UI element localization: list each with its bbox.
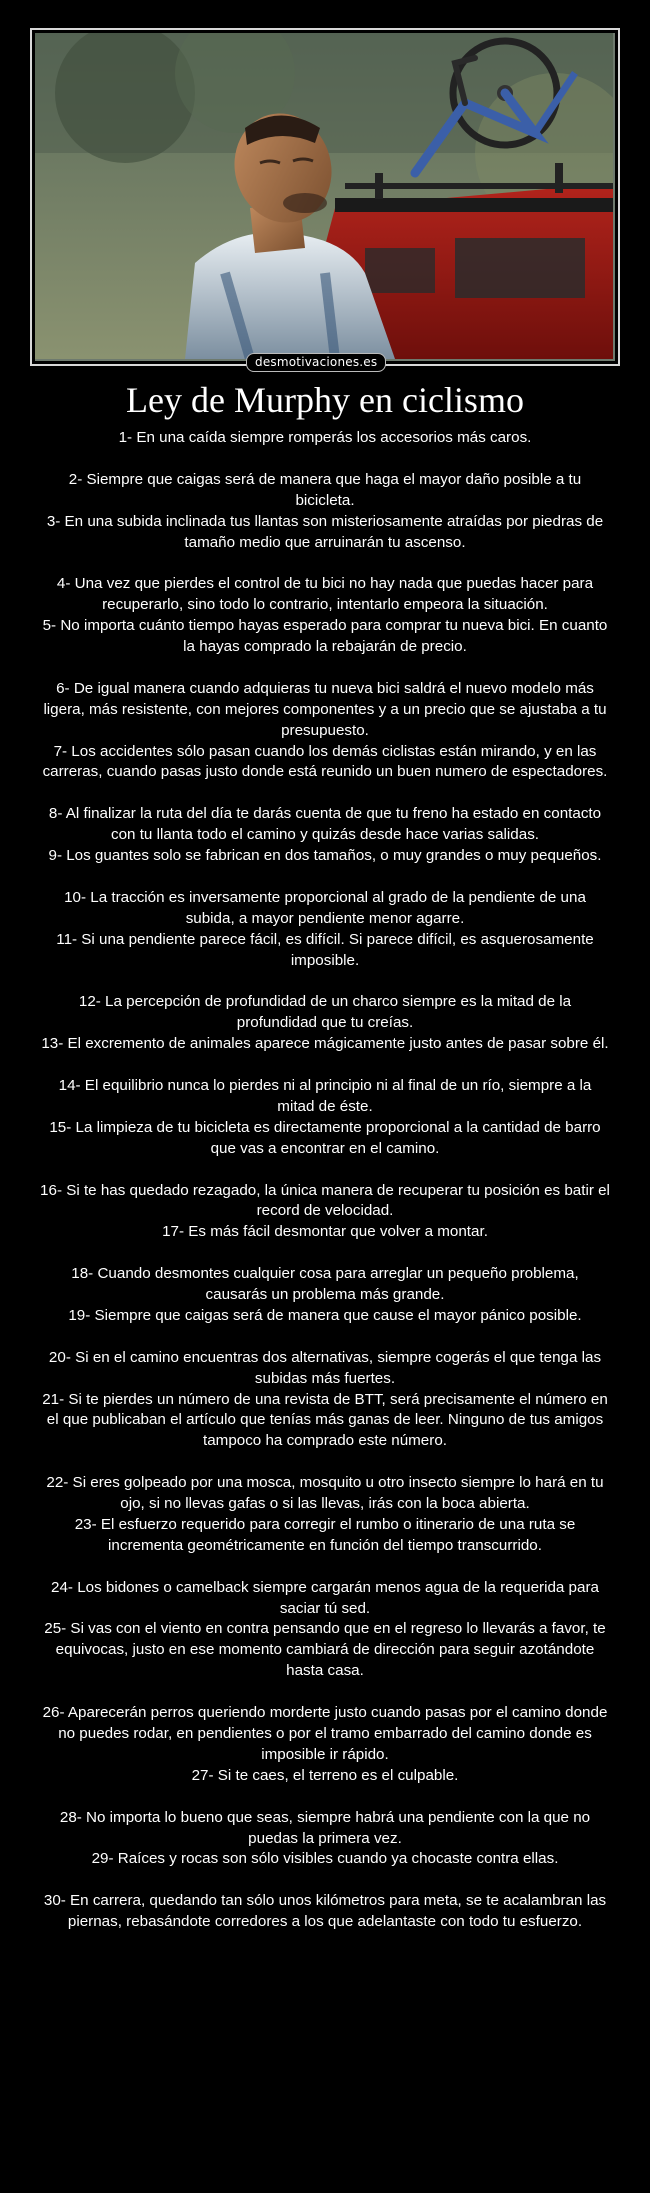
rule-item: 25- Si vas con el viento en contra pensando que en el regreso lo llevarás a favor, te equivocas, justo en ese momento cambiará de dirección para seguir azotándote hasta casa. <box>44 1620 606 1680</box>
photo-illustration <box>35 33 613 359</box>
rule-item: 24- Los bidones o camelback siempre cargarán menos agua de la requerida para saciar tú sed. <box>51 1578 599 1617</box>
rule-item: 19- Siempre que caigas será de manera que cause el mayor pánico posible. <box>68 1306 582 1324</box>
rule-item: 28- No importa lo bueno que seas, siempre habrá una pendiente con la que no puedas la primera vez. <box>59 1808 591 1847</box>
rule-item: 6- De igual manera cuando adquieras tu nueva bici saldrá el nuevo modelo más ligera, más resistente, con mejores componentes y a un precio que se ajustaba a tu presupuesto. <box>43 679 607 739</box>
rule-item: 14- El equilibrio nunca lo pierdes ni al principio ni al final de un río, siempre a la mitad de éste. <box>58 1076 592 1115</box>
rule-group <box>40 1348 610 1453</box>
rule-item: 5- No importa cuánto tiempo hayas esperado para comprar tu nueva bici. En cuanto la hayas comprado la rebajarán de precio. <box>42 617 608 656</box>
rule-group <box>40 1473 610 1557</box>
rule-item: 20- Si en el camino encuentras dos alternativas, siempre cogerás el que tenga las subidas más fuertes. <box>48 1348 602 1387</box>
rule-group <box>40 428 610 449</box>
rule-item: 16- Si te has quedado rezagado, la única manera de recuperar tu posición es batir el record de velocidad. <box>40 1181 610 1220</box>
photo-frame <box>30 28 620 366</box>
rule-item: 13- El excremento de animales aparece mágicamente justo antes de pasar sobre él. <box>41 1035 609 1053</box>
rule-group <box>40 1808 610 1871</box>
rule-item: 11- Si una pendiente parece fácil, es difícil. Si parece difícil, es asquerosamente imposible. <box>56 930 594 969</box>
rule-item: 18- Cuando desmontes cualquier cosa para arreglar un pequeño problema, causarás un problema más grande. <box>71 1265 579 1304</box>
rule-group <box>40 804 610 867</box>
rule-item: 9- Los guantes solo se fabrican en dos tamaños, o muy grandes o muy pequeños. <box>48 847 602 865</box>
rule-group <box>40 1076 610 1160</box>
rule-group <box>40 1578 610 1683</box>
rule-group <box>40 470 610 554</box>
rule-group <box>40 1891 610 1933</box>
rule-group <box>40 888 610 972</box>
poster-title: Ley de Murphy en ciclismo <box>126 380 524 420</box>
rule-item: 22- Si eres golpeado por una mosca, mosquito u otro insecto siempre lo hará en tu ojo, si no llevas gafas o si las llevas, irás con la boca abierta. <box>46 1474 604 1513</box>
rule-item: 12- La percepción de profundidad de un charco siempre es la mitad de la profundidad que tu creías. <box>78 993 572 1032</box>
cyclist-resting-against-car-photo <box>35 33 615 361</box>
rule-item: 27- Si te caes, el terreno es el culpable. <box>191 1766 459 1784</box>
rule-group <box>40 1703 610 1787</box>
rule-item: 17- Es más fácil desmontar que volver a montar. <box>162 1223 488 1241</box>
watermark-label[interactable]: desmotivaciones.es <box>246 353 386 372</box>
rule-item: 30- En carrera, quedando tan sólo unos kilómetros para meta, se te acalambran las piernas, rebasándote corredores a los que adelantaste con todo tu esfuerzo. <box>43 1892 607 1931</box>
rule-item: 3- En una subida inclinada tus llantas son misteriosamente atraídas por piedras de tamaño medio que arruinarán tu ascenso. <box>46 512 604 551</box>
rules-list <box>40 428 610 1933</box>
rule-group <box>40 992 610 1055</box>
rule-item: 15- La limpieza de tu bicicleta es directamente proporcional a la cantidad de barro que vas a encontrar en el camino. <box>49 1118 601 1157</box>
rule-group <box>40 1264 610 1327</box>
rule-item: 4- Una vez que pierdes el control de tu bici no hay nada que puedas hacer para recuperarlo, sino todo lo contrario, intentarlo empeora la situación. <box>56 575 594 614</box>
rule-group <box>40 1181 610 1244</box>
rule-item: 21- Si te pierdes un número de una revista de BTT, será precisamente el número en el que publicaban el artículo que tenías más ganas de leer. Ninguno de tus amigos tampoco ha comprado este número. <box>42 1390 608 1450</box>
rule-item: 10- La tracción es inversamente proporcional al grado de la pendiente de una subida, a mayor pendiente menor agarre. <box>64 888 586 927</box>
rule-item: 1- En una caída siempre romperás los accesorios más caros. <box>118 429 532 446</box>
rule-item: 7- Los accidentes sólo pasan cuando los demás ciclistas están mirando, y en las carreras, cuando pasas justo donde está reunido un buen numero de espectadores. <box>42 742 608 781</box>
rule-item: 26- Aparecerán perros queriendo morderte justo cuando pasas por el camino donde no puedes rodar, en pendientes o por el tramo embarrado del camino donde es imposible ir rápido. <box>42 1704 608 1763</box>
rule-item: 2- Siempre que caigas será de manera que haga el mayor daño posible a tu bicicleta. <box>68 470 582 509</box>
rule-group <box>40 574 610 658</box>
rule-item: 23- El esfuerzo requerido para corregir el rumbo o itinerario de una ruta se incrementa geométricamente en función del tiempo transcurrido. <box>74 1515 576 1554</box>
rule-item: 8- Al finalizar la ruta del día te darás cuenta de que tu freno ha estado en contacto con tu llanta todo el camino y quizás desde hace varias salidas. <box>48 805 602 844</box>
rule-item: 29- Raíces y rocas son sólo visibles cuando ya chocaste contra ellas. <box>91 1850 559 1868</box>
rule-group <box>40 679 610 784</box>
